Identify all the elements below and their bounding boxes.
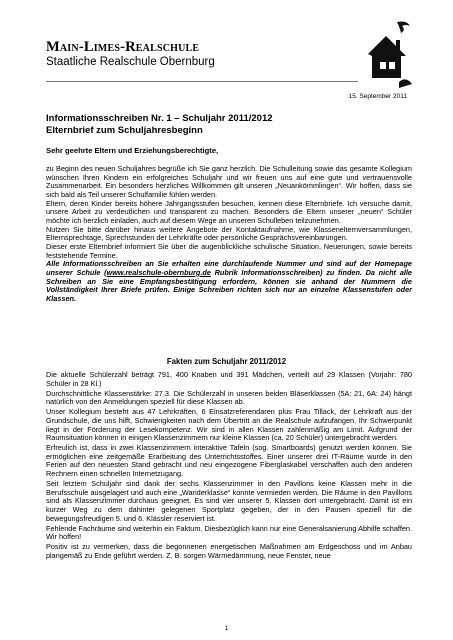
paragraph: Eltern, deren Kinder bereits höhere Jahrgangsstufen besuchen, kennen diese Elternbriefe. Ich versuche damit, unsere Arbeit zu verdeutlichen und transparent zu machen. Besonders die Eltern unserer „neuen“ Schüler möchte ich herzlich einladen, auch auf diesem Wege an unseren Schulleben teilzunehmen. — [46, 198, 412, 225]
section-title: Fakten zum Schuljahr 2011/2012 — [166, 357, 287, 366]
title-line-2: Elternbrief zum Schuljahresbeginn — [46, 125, 203, 136]
school-house-logo-icon — [366, 18, 414, 90]
letter-date: 15. September 2011 — [348, 93, 407, 100]
intro-text — [46, 165, 412, 304]
homepage-link[interactable]: www.realschule-obernburg.de — [106, 267, 211, 277]
paragraph: Die aktuelle Schülerzahl beträgt 791, 400 Knaben und 391 Mädchen, verteilt auf 29 Klassen (Vorjahr: 780 Schüler in 28 Kl.) — [46, 370, 412, 388]
emphasis-paragraph — [46, 260, 412, 303]
paragraph: Erfreulich ist, dass in zwei Klassenzimmern interaktive Tafeln (sog. Smartboards) genutzt werden können. Sie ermöglichen eine zeitgemäße Erarbeitung des Unterrichtsstoffes. Einer unserer drei IT-Räume wurde in den Ferien auf den neuesten Stand gebracht und neu eingezogene Fiberglaskabel verschaffen auch den anderen Rechnern einen schnellen Internetzugang. — [46, 443, 412, 479]
paragraph: Unser Kollegium besteht aus 47 Lehrkräften, 6 Einsatzreferendaren plus Frau Tillack, der Lehrkraft aus der Grundschule, die uns hilft, Schwierigkeiten nach dem Übertritt an die Realschule aufzufangen. Ihr Schwerpunkt liegt in der Förderung der Lesekompetenz. Wir sind in allen Klassen zahlenmäßig am Limit. Aufgrund der Raumsituation können in einigen Klassenzimmern nur kleine Klassen (ca. 20 Schüler) untergebracht werden. — [46, 407, 412, 443]
facts-text — [46, 371, 412, 562]
paragraph: Durchschnittliche Klassenstärke: 27,3. Die Schülerzahl in unseren beiden Bläserklassen (5A: 21, 6A: 24) hängt natürlich von den Anmeldungen speziell für diese Klassen ab. — [46, 388, 412, 407]
header-divider — [46, 81, 358, 82]
school-subtitle: Staatliche Realschule Obernburg — [46, 56, 215, 68]
school-name: Main-Limes-Realschule — [46, 39, 200, 55]
paragraph: Nutzen Sie bitte darüber hinaus weitere Angebote der Kontaktaufnahme, wie Klassenelternversammlungen, Elternsprechtage, Sprechstunden der Lehrkräfte oder persönliche Gesprächsvereinbarungen. — [46, 224, 412, 243]
emphasis-part-1: Alle Informationsschreiben an Sie erhalten eine durchlaufende Nummer und sind auf der Homepage unserer Schule ( — [46, 259, 412, 277]
paragraph: Seit letztem Schuljahr sind dank der sechs Klassenzimmer in den Pavillons keine Klassen mehr in die Berufsschule ausgelagert und auch eine „Wanderklasse“ konnte vermieden werden. Die Räume in den Pavillons sind als Klassenzimmer durchaus geeignet. Es sind vier unserer 5. Klassen dort untergebracht. Damit ist ein kurzer Weg zu dem dahinter gelegenen Sportplatz gegeben, der in den Pausen speziell für die bewegungsfreudigen 5. und 6. Klässler reserviert ist. — [46, 479, 412, 523]
paragraph: zu Beginn des neuen Schuljahres begrüße ich Sie ganz herzlich. Die Schulleitung sowie das gesamte Kollegium wünschen Ihren Kindern ein erfolgreiches Schuljahr und wir freuen uns auf eine gute und vertrauensvolle Zusammenarbeit. Ein besonders herzliches Willkommen gilt unseren „Neuankömmlingen“. Wir hoffen, dass sie sich bald als Teil unserer Schulfamilie fühlen werden. — [46, 164, 412, 199]
paragraph: Positiv ist zu vermerken, dass die begonnenen energetischen Maßnahmen am Erdgeschoss und im Anbau plangemäß zu Ende geführt werden. Z. B. sorgen Wärmedämmung, neue Fenster, neue — [46, 542, 412, 560]
letter-title — [46, 113, 273, 137]
page-number: 1 — [224, 625, 229, 632]
title-line-1: Informationsschreiben Nr. 1 – Schuljahr 2011/2012 — [46, 113, 273, 124]
paragraph: Fehlende Fachräume sind weiterhin ein Faktum. Diesbezüglich kann nur eine Generalsanierung Abhilfe schaffen. Wir hoffen! — [46, 523, 412, 542]
salutation: Sehr geehrte Eltern und Erziehungsberechtigte, — [46, 146, 219, 155]
emphasis-part-2: Rubrik Informationsschreiben) zu finden. Da nicht alle Schreiben an Sie eine Empfangsbestätigung erfordern, können sie anhand der Nummern die Vollständigkeit Ihrer Briefe prüfen. Einige Schreiben richten sich nur an einzelne Klassenstufen oder Klassen. — [46, 267, 412, 303]
paragraph: Dieser erste Elternbrief informiert Sie über die augenblickliche schulische Situation, Neuerungen, sowie bereits feststehende Termine. — [46, 241, 412, 260]
